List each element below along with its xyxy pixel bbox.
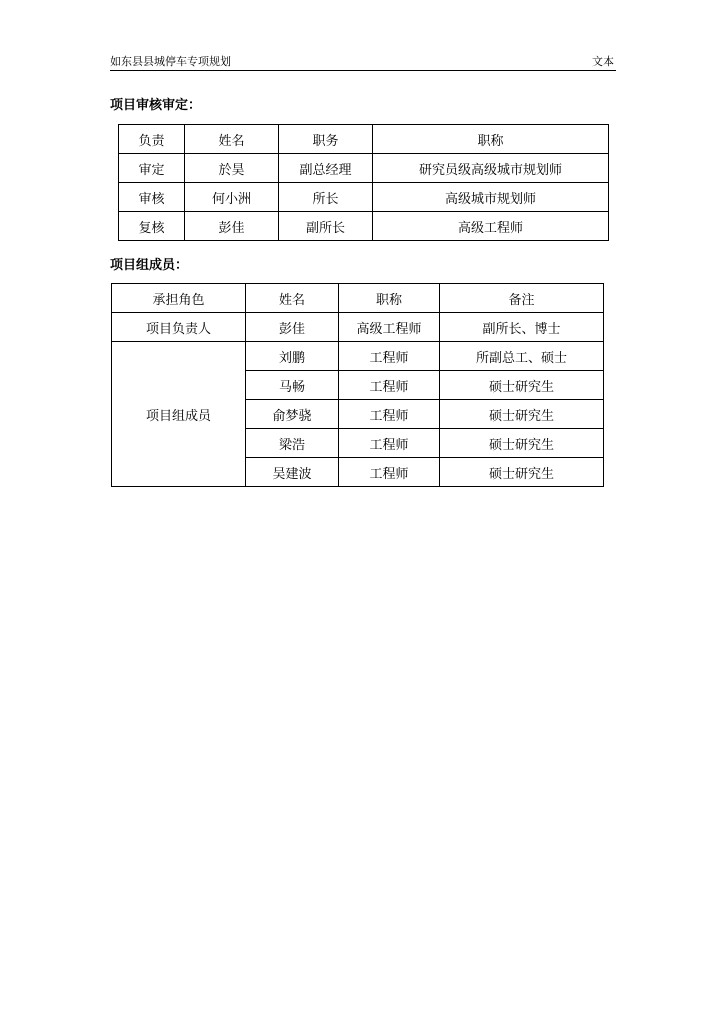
- table-cell: 工程师: [339, 400, 440, 429]
- document-title: 如东县县城停车专项规划: [110, 55, 231, 68]
- table-row: [112, 342, 604, 371]
- table-cell: 硕士研究生: [440, 429, 604, 458]
- table-cell: 硕士研究生: [440, 400, 604, 429]
- table-cell: 审定: [119, 154, 185, 183]
- column-header: 备注: [440, 284, 604, 313]
- table-cell: 马畅: [246, 371, 339, 400]
- table-cell: 彭佳: [246, 313, 339, 342]
- column-header: 职务: [279, 125, 373, 154]
- members-section-title: 项目组成员：: [110, 258, 189, 273]
- table-cell: 高级工程师: [373, 212, 609, 241]
- page-header: [110, 50, 616, 71]
- column-header: 姓名: [246, 284, 339, 313]
- table-cell: 工程师: [339, 429, 440, 458]
- table-row: [119, 212, 609, 241]
- table-cell: 高级城市规划师: [373, 183, 609, 212]
- table-cell: 高级工程师: [339, 313, 440, 342]
- table-cell: 何小洲: [185, 183, 279, 212]
- table-cell: 梁浩: [246, 429, 339, 458]
- table-cell: 工程师: [339, 342, 440, 371]
- table-row: [119, 154, 609, 183]
- column-header: 承担角色: [112, 284, 246, 313]
- table-cell: 硕士研究生: [440, 371, 604, 400]
- table-cell: 副总经理: [279, 154, 373, 183]
- column-header: 职称: [339, 284, 440, 313]
- members-table: [111, 283, 604, 487]
- table-cell: 研究员级高级城市规划师: [373, 154, 609, 183]
- table-cell: 硕士研究生: [440, 458, 604, 487]
- table-cell: 工程师: [339, 371, 440, 400]
- table-cell: 所长: [279, 183, 373, 212]
- table-cell: 於昊: [185, 154, 279, 183]
- column-header: 职称: [373, 125, 609, 154]
- table-cell: 副所长、博士: [440, 313, 604, 342]
- column-header: 姓名: [185, 125, 279, 154]
- table-cell: 复核: [119, 212, 185, 241]
- table-cell: 俞梦骁: [246, 400, 339, 429]
- review-table: [118, 124, 609, 241]
- table-cell: 审核: [119, 183, 185, 212]
- table-cell: 项目负责人: [112, 313, 246, 342]
- table-header-row: [112, 284, 604, 313]
- table-cell: 吴建波: [246, 458, 339, 487]
- document-type: 文本: [592, 55, 614, 68]
- review-section-title: 项目审核审定：: [110, 98, 202, 113]
- table-row: [119, 183, 609, 212]
- table-row: [112, 313, 604, 342]
- table-cell: 彭佳: [185, 212, 279, 241]
- merged-role-cell: 项目组成员: [112, 342, 246, 487]
- table-header-row: [119, 125, 609, 154]
- table-cell: 副所长: [279, 212, 373, 241]
- table-cell: 工程师: [339, 458, 440, 487]
- table-cell: 刘鹏: [246, 342, 339, 371]
- table-cell: 所副总工、硕士: [440, 342, 604, 371]
- column-header: 负责: [119, 125, 185, 154]
